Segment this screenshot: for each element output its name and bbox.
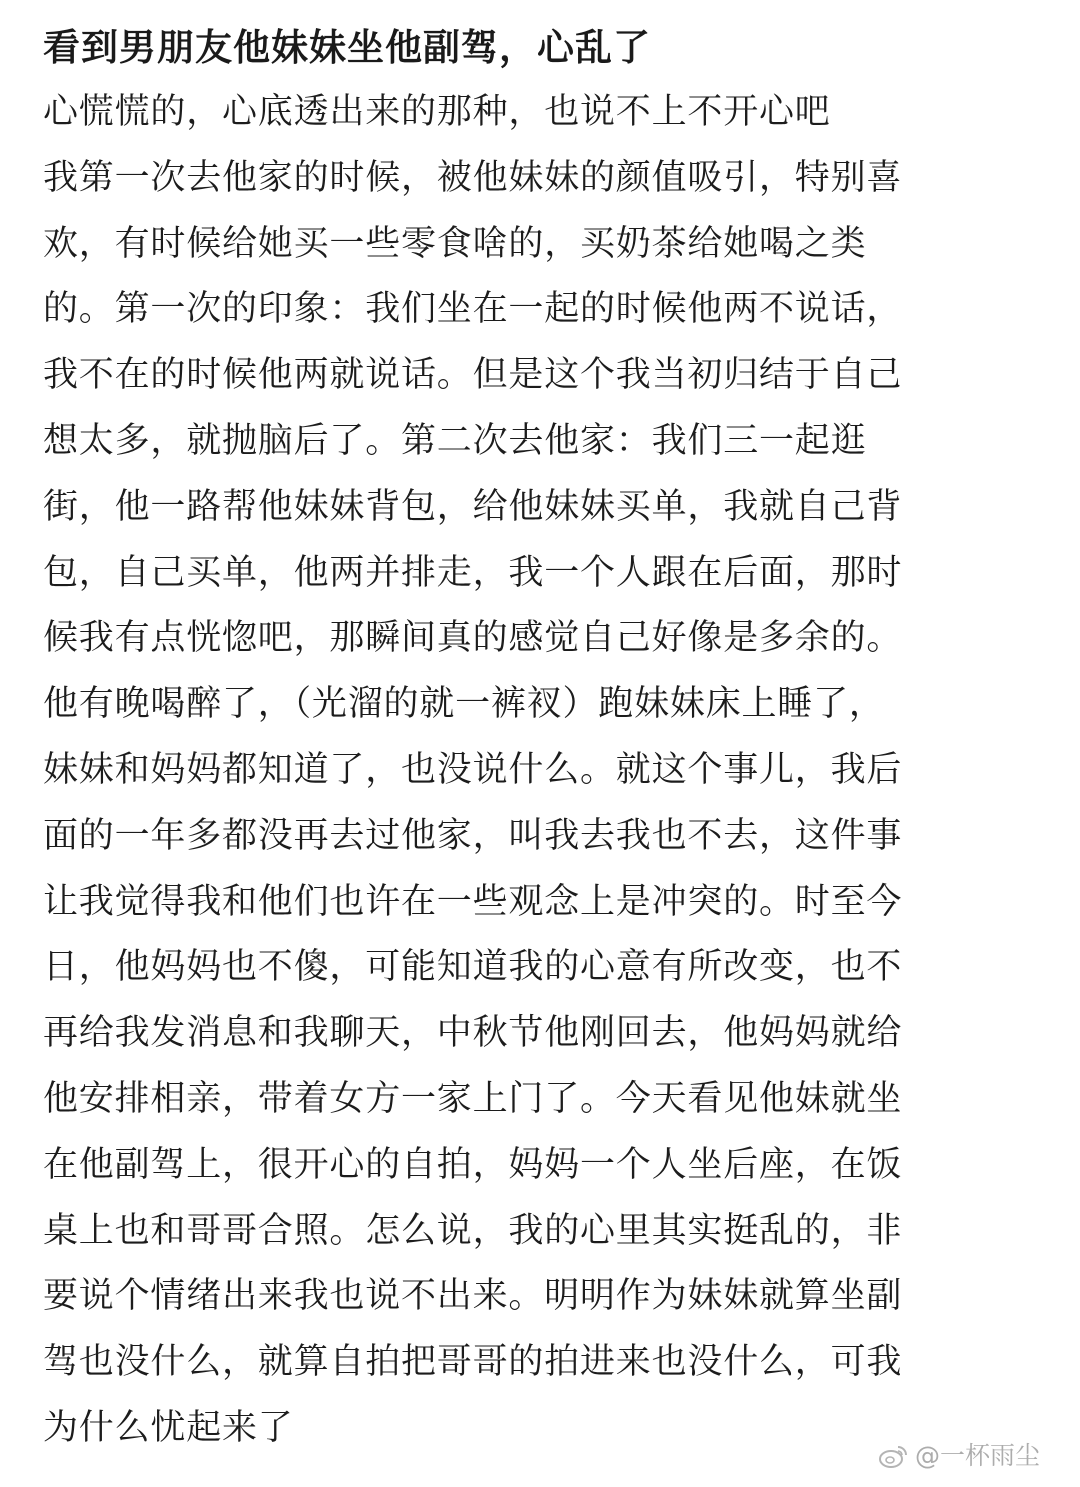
post-line: 妹妹和妈妈都知道了，也没说什么。就这个事儿，我后: [43, 749, 903, 790]
post: [43, 22, 1043, 1462]
watermark: [879, 1441, 1040, 1471]
watermark-text: @一杯雨尘: [914, 1441, 1040, 1470]
post-line: 包，自己买单，他两并排走，我一个人跟在后面，那时: [43, 552, 903, 593]
post-line: 心慌慌的，心底透出来的那种，也说不上不开心吧: [43, 92, 831, 132]
post-line: 驾也没什么，就算自拍把哥哥的拍进来也没什么，可我: [43, 1342, 903, 1383]
post-line: 桌上也和哥哥合照。怎么说，我的心里其实挺乱的，非: [43, 1210, 903, 1251]
post-line: 面的一年多都没再去过他家，叫我去我也不去，这件事: [43, 815, 903, 856]
post-body: [43, 80, 1043, 1462]
post-line: 他安排相亲，带着女方一家上门了。今天看见他妹就坐: [43, 1078, 903, 1119]
post-line: 我不在的时候他两就说话。但是这个我当初归结于自己: [43, 355, 903, 396]
post-line: 我第一次去他家的时候，被他妹妹的颜值吸引，特别喜: [43, 157, 903, 198]
post-line: 日，他妈妈也不傻，可能知道我的心意有所改变，也不: [43, 947, 903, 988]
post-line: 让我觉得我和他们也许在一些观念上是冲突的。时至今: [43, 881, 903, 922]
post-line: 候我有点恍惚吧，那瞬间真的感觉自己好像是多余的。: [43, 618, 903, 659]
post-line: 欢，有时候给她买一些零食啥的，买奶茶给她喝之类: [43, 223, 867, 264]
post-line: 的。第一次的印象：我们坐在一起的时候他两不说话，: [43, 289, 903, 330]
post-line: 要说个情绪出来我也说不出来。明明作为妹妹就算坐副: [43, 1276, 903, 1317]
post-title: 看到男朋友他妹妹坐他副驾，心乱了: [43, 26, 651, 69]
weibo-icon: [879, 1443, 909, 1469]
post-line: 街，他一路帮他妹妹背包，给他妹妹买单，我就自己背: [43, 486, 903, 527]
post-line: 他有晚喝醉了，（光溜的就一裤衩）跑妹妹床上睡了，: [43, 684, 885, 725]
post-line: 在他副驾上，很开心的自拍，妈妈一个人坐后座，在饭: [43, 1144, 903, 1185]
post-line: 为什么忧起来了: [43, 1407, 294, 1448]
post-line: 再给我发消息和我聊天，中秋节他刚回去，他妈妈就给: [43, 1013, 903, 1054]
post-line: 想太多，就抛脑后了。第二次去他家：我们三一起逛: [43, 420, 867, 461]
